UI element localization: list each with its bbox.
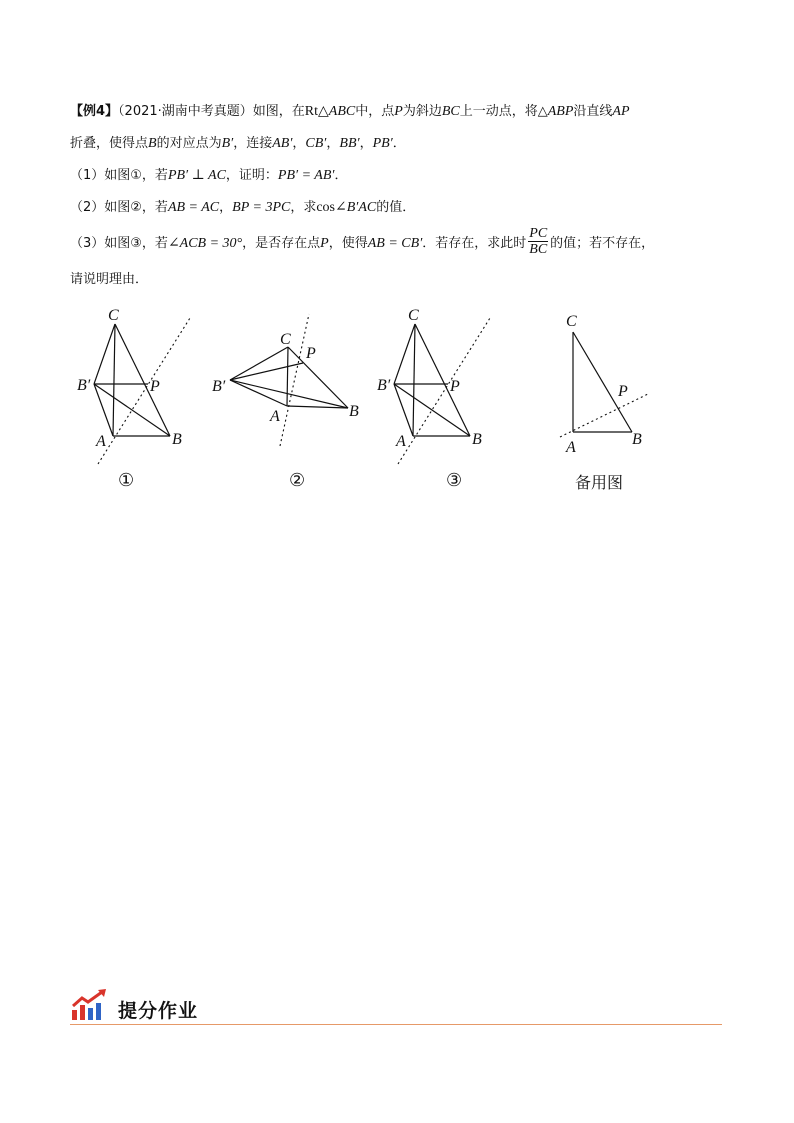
text: （2）如图②，若 — [70, 200, 168, 215]
math: P — [394, 104, 403, 119]
math: BC — [441, 104, 460, 119]
math: PB′ = AB′ — [277, 168, 335, 183]
problem-line-1 — [70, 96, 730, 128]
point-label-bprime: B′ — [77, 377, 91, 394]
bar-chart-rising-arrow-icon — [70, 988, 110, 1022]
math: AP — [612, 104, 630, 119]
text: 如图，在 — [252, 104, 305, 119]
math: B′ — [221, 136, 234, 151]
segment-ca — [287, 347, 288, 406]
point-label-b: B — [632, 431, 642, 448]
math: AB = AC — [167, 200, 220, 215]
figure-3-caption: ③ — [446, 470, 463, 491]
segment-cbp — [394, 324, 415, 384]
segment-cb — [115, 324, 170, 436]
figure-2 — [210, 300, 370, 470]
point-label-bprime: B′ — [377, 377, 391, 394]
text: 上一动点，将△ — [459, 104, 548, 119]
segment-bpa — [94, 384, 113, 436]
text: ．若存在，求此时 — [422, 236, 527, 251]
text: 折叠，使得点 — [70, 136, 149, 151]
point-label-p: P — [150, 378, 160, 395]
text: 的值；若不存在， — [550, 236, 655, 251]
figures-row — [60, 300, 700, 500]
point-label-p: P — [618, 383, 628, 400]
text: ，是否存在点 — [242, 236, 321, 251]
text: ，证明： — [225, 168, 278, 183]
math: B′AC — [346, 200, 377, 215]
text: ， — [359, 136, 373, 151]
math: cos∠ — [316, 200, 347, 215]
text: （1）如图①，若 — [70, 168, 168, 183]
section-divider — [70, 1024, 722, 1025]
text: ． — [392, 136, 406, 151]
text: ，使得 — [328, 236, 368, 251]
point-label-p: P — [306, 345, 316, 362]
text: 中，点 — [355, 104, 395, 119]
section-title: 提分作业 — [118, 1000, 199, 1022]
point-label-a: A — [96, 433, 106, 450]
segment-ca — [113, 324, 115, 436]
figure-1 — [77, 300, 230, 470]
segment-bpa — [230, 380, 287, 406]
figure-3 — [377, 300, 530, 470]
segment-cb — [573, 332, 632, 432]
segment-bpb — [230, 380, 348, 408]
math: ABP — [547, 104, 574, 119]
math: CB′ — [305, 136, 327, 151]
text: ． — [334, 168, 348, 183]
problem-source: （2021·湖南中考真题） — [118, 104, 253, 119]
point-label-b: B — [472, 431, 482, 448]
question-2 — [70, 192, 730, 224]
math: PB′ ⊥ AC — [167, 168, 226, 183]
text: 沿直线 — [573, 104, 613, 119]
text: 的对应点为 — [156, 136, 222, 151]
text: 为斜边 — [402, 104, 442, 119]
math: PB′ — [372, 136, 393, 151]
point-label-b: B — [172, 431, 182, 448]
question-1 — [70, 160, 730, 192]
point-label-p: P — [450, 378, 460, 395]
text: ， — [292, 136, 306, 151]
text: （3）如图③，若 — [70, 236, 168, 251]
fraction-numerator: PC — [529, 226, 548, 241]
segment-cb — [415, 324, 470, 436]
text: ，求 — [290, 200, 317, 215]
math: BP = 3PC — [232, 200, 291, 215]
segment-cb — [288, 347, 348, 408]
figure-backup-caption: 备用图 — [575, 473, 624, 492]
math: B — [148, 136, 157, 151]
question-3 — [70, 224, 730, 264]
example-tag: 【例4】 — [70, 104, 119, 119]
math: ∠ACB = 30° — [167, 236, 243, 251]
problem-text — [70, 96, 730, 296]
text: 的值． — [376, 200, 416, 215]
point-label-c: C — [566, 313, 577, 330]
math: AB = CB′ — [367, 236, 423, 251]
fraction-pc-bc — [528, 226, 548, 257]
math: AB′ — [272, 136, 293, 151]
figure-1-caption: ① — [118, 470, 135, 491]
section-footer — [70, 988, 722, 1028]
segment-ca — [413, 324, 415, 436]
text: 请说明理由． — [70, 272, 149, 287]
math: ABC — [328, 104, 356, 119]
point-label-a: A — [396, 433, 406, 450]
segment-bpa — [394, 384, 413, 436]
math: P — [320, 236, 329, 251]
point-label-c: C — [108, 307, 119, 324]
point-label-b: B — [349, 403, 359, 420]
point-label-c: C — [408, 307, 419, 324]
text: ，连接 — [233, 136, 273, 151]
point-label-a: A — [270, 408, 280, 425]
point-label-bprime: B′ — [212, 378, 226, 395]
point-label-c: C — [280, 331, 291, 348]
text: ， — [326, 136, 340, 151]
figure-backup — [550, 300, 670, 470]
math: Rt△ — [304, 104, 329, 119]
segment-cbp — [94, 324, 115, 384]
fraction-denominator: BC — [529, 242, 548, 257]
question-3-line-2 — [70, 264, 730, 296]
text: ， — [219, 200, 233, 215]
math: BB′ — [339, 136, 360, 151]
segment-cbp — [230, 347, 288, 380]
segment-bpp — [230, 363, 303, 380]
figure-2-caption: ② — [289, 470, 306, 491]
point-label-a: A — [566, 439, 576, 456]
problem-line-2 — [70, 128, 730, 160]
